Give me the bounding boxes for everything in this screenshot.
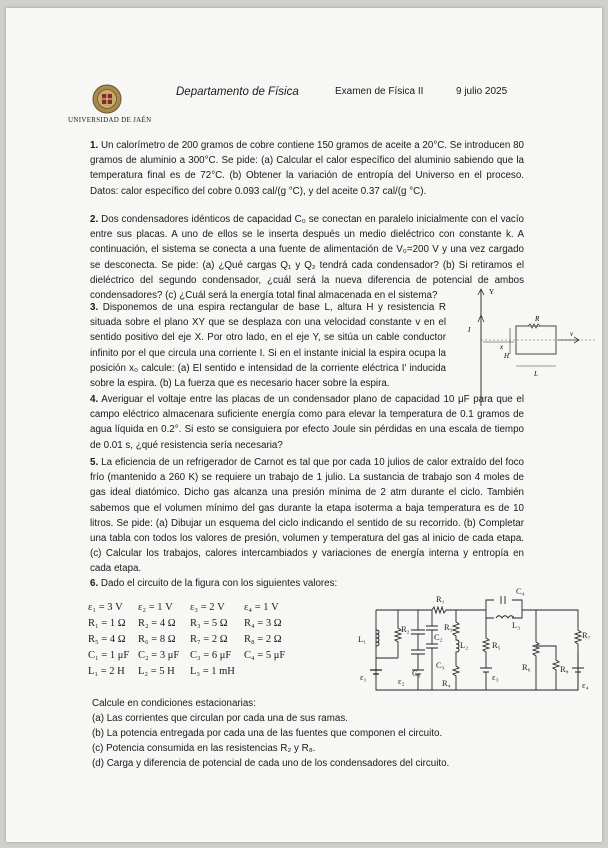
label-y: Y [489,288,495,296]
university-name: UNIVERSIDAD DE JAÉN [68,116,152,124]
label-l1: L₁ [358,634,367,644]
value-c4: C₄ = 5 μF [244,650,286,661]
problem-text: Averiguar el voltaje entre las placas de un condensador plano de capacidad 10 μF para que el campo eléctrico almacenara suficiente energía como para elevar la temperatura de 0.1 gramos de agua líquida en 0.2°. Si esto se consiguiera por efecto Joule sin pérdidas en una escala de tiempo de 0.01 s, ¿qué resistencia sería necesaria? [90,394,524,451]
problem-text: Dado el circuito de la figura con los siguientes valores: [100,578,338,589]
value-r5: R₅ = 4 Ω [88,634,126,645]
loop-resistor [528,324,540,328]
c4-l3 [496,596,514,618]
value-c3: C₃ = 6 μF [190,650,232,661]
value-e2: ε₂ = 1 V [138,602,173,613]
problem-number: 6. [90,578,99,589]
problem-5 [90,455,524,577]
circuit-diagram [356,580,600,702]
university-seal-icon [89,84,125,114]
problem-text: Disponemos de una espira rectangular de base L, altura H y resistencia R situada sobre el plano XY que se desplaza con una velocidad constante v en el sentido positivo del eje X. Por otro lado, en el eje Y, se sitúa un cable conductor infinito por el que circula una corriente I. Si en el instante inicial la espira ocupa la posición x₀ calcule: (a) El sentido e intensidad de la corriente eléctrica I' inducida sobre la espira. (b) La fuerza que es necesario hacer sobre la espira. [90,302,447,390]
resistor-r8 [536,646,559,690]
problem-text: Un calorímetro de 200 gramos de cobre contiene 150 gramos de aceite a 20°C. Se introducen 80 gramos de aluminio a 300°C. Se pide: (a) Calcular el calor específico del aluminio sabiendo que la temperatura final es de 72°C. (b) Obtener la variación de entropía del Universo en el proceso. Datos: calor específico del cobre 0.093 cal/(g °C), y del aceite 0.37 cal/(g °C). [90,140,524,197]
label-e1: ε₁ [360,672,367,682]
question-item: (b) La potencia entregada por cada una de las fuentes que componen el circuito. [92,728,443,739]
resistor-r6 [533,610,539,690]
label-c3: C₃ [436,660,445,670]
problem-number: 3. [90,302,99,313]
label-e2: ε₂ [398,676,405,686]
value-r3: R₃ = 5 Ω [190,618,228,629]
label-e3: ε₃ [492,672,499,682]
problem-3 [90,300,446,391]
label-r6: R₆ [522,662,531,672]
label-e4: ε₄ [582,680,589,690]
label-h: H [504,352,510,360]
label-l2: L₂ [460,640,469,650]
branch-r5-e3 [480,618,492,690]
exam-sheet [6,8,602,842]
inductor-l1 [376,630,379,646]
value-r2: R₂ = 4 Ω [138,618,176,629]
capacitors-c2-c3 [426,610,438,690]
label-c2: C₂ [434,632,443,642]
outer-loop-wire [376,610,578,690]
value-r4: R₄ = 3 Ω [244,618,282,629]
capacitor-column [411,610,425,690]
exam-title: Examen de Física II [335,86,424,97]
top-wire [376,600,532,618]
exam-date: 9 julio 2025 [456,86,508,97]
value-r7: R₇ = 2 Ω [190,634,228,645]
label-r1: R₁ [436,594,445,604]
value-r8: R₈ = 2 Ω [244,634,282,645]
label-r5: R₅ [492,640,501,650]
label-l: L [534,370,538,378]
problem-number: 4. [90,394,99,405]
problem-4 [90,392,524,453]
problem-number: 5. [90,457,99,468]
label-v: v [570,330,574,338]
loop-figure [446,278,596,408]
value-r1: R₁ = 1 Ω [88,618,126,629]
problem-number: 1. [90,140,99,151]
label-r8: R₈ [560,664,569,674]
problem-text: La eficiencia de un refrigerador de Carnot es tal que por cada 10 julios de calor extraído del foco frío (mantenido a 260 K) se requiere un trabajo de 1 julio. La sustancia de trabajo son 4 moles de gas ideal diatómico. Dicho gas alcanza una presión mínima de 2 atm durante el ciclo. También sabemos que el volumen mínimo del gas durante la etapa isoterma a baja temperatura es de 10 litros. Se pide: (a) Dibujar un esquema del ciclo indicando el sentido de su recorrido. (b) Completar una tabla con todos los valores de presión, volumen y temperatura del gas al inicio de cada etapa. (c) Calcular los trabajos, calores intercambiados y variaciones de energía interna y entropía en cada etapa. [90,457,524,575]
questions-intro: Calcule en condiciones estacionarias: [92,698,256,709]
question-item: (d) Carga y diferencia de potencial de cada uno de los condensadores del circuito. [92,758,450,769]
value-c2: C₂ = 3 μF [138,650,180,661]
problem-1 [90,138,524,199]
label-r: R [535,315,540,323]
label-l3: L₃ [512,620,521,630]
value-l1: L₁ = 2 H [88,666,125,677]
label-x: x [500,343,504,351]
label-c1: C₁ [412,668,421,678]
value-e3: ε₃ = 2 V [190,602,225,613]
value-l2: L₂ = 5 H [138,666,175,677]
value-e1: ε₁ = 3 V [88,602,123,613]
resistor-r1 [432,607,448,613]
label-c4: C₄ [516,586,525,596]
question-item: (a) Las corrientes que circulan por cada una de sus ramas. [92,713,348,724]
resistor-r2 [376,610,401,658]
branch-r3-l2-r4 [453,610,459,690]
question-item: (c) Potencia consumida en las resistencias R₂ y R₈. [92,743,316,754]
label-r3: R₃ [444,622,453,632]
label-i: I [468,326,471,334]
label-r4: R₄ [442,678,451,688]
problem-text: Dos condensadores idénticos de capacidad C₀ se conectan en paralelo inicialmente con el vacío entre sus placas. A uno de ellos se le inserta después un medio dieléctrico con constante k. A continuación, el sistema se conecta a una fuente de alimentación de V₀=200 V y una vez cargado se desconecta. Se pide: (a) ¿Qué cargas Q₁ y Q₂ tendrá cada condensador? (b) Si retiramos el dieléctrico del segundo condensador, ¿cuál será la nueva diferencia de potencial de ambos condensadores? (c) ¿Cuál será la energía total final almacenada en el sistema? [90,214,524,302]
value-e4: ε₄ = 1 V [244,602,279,613]
label-r7: R₇ [582,630,591,640]
value-c1: C₁ = 1 μF [88,650,130,661]
problem-number: 2. [90,214,99,225]
label-r2: R₂ [401,624,410,634]
problem-6 [90,576,370,591]
department-title: Departamento de Física [176,86,299,98]
questions-list [92,696,449,771]
value-l3: L₃ = 1 mH [190,666,235,677]
value-r6: R₆ = 8 Ω [138,634,176,645]
